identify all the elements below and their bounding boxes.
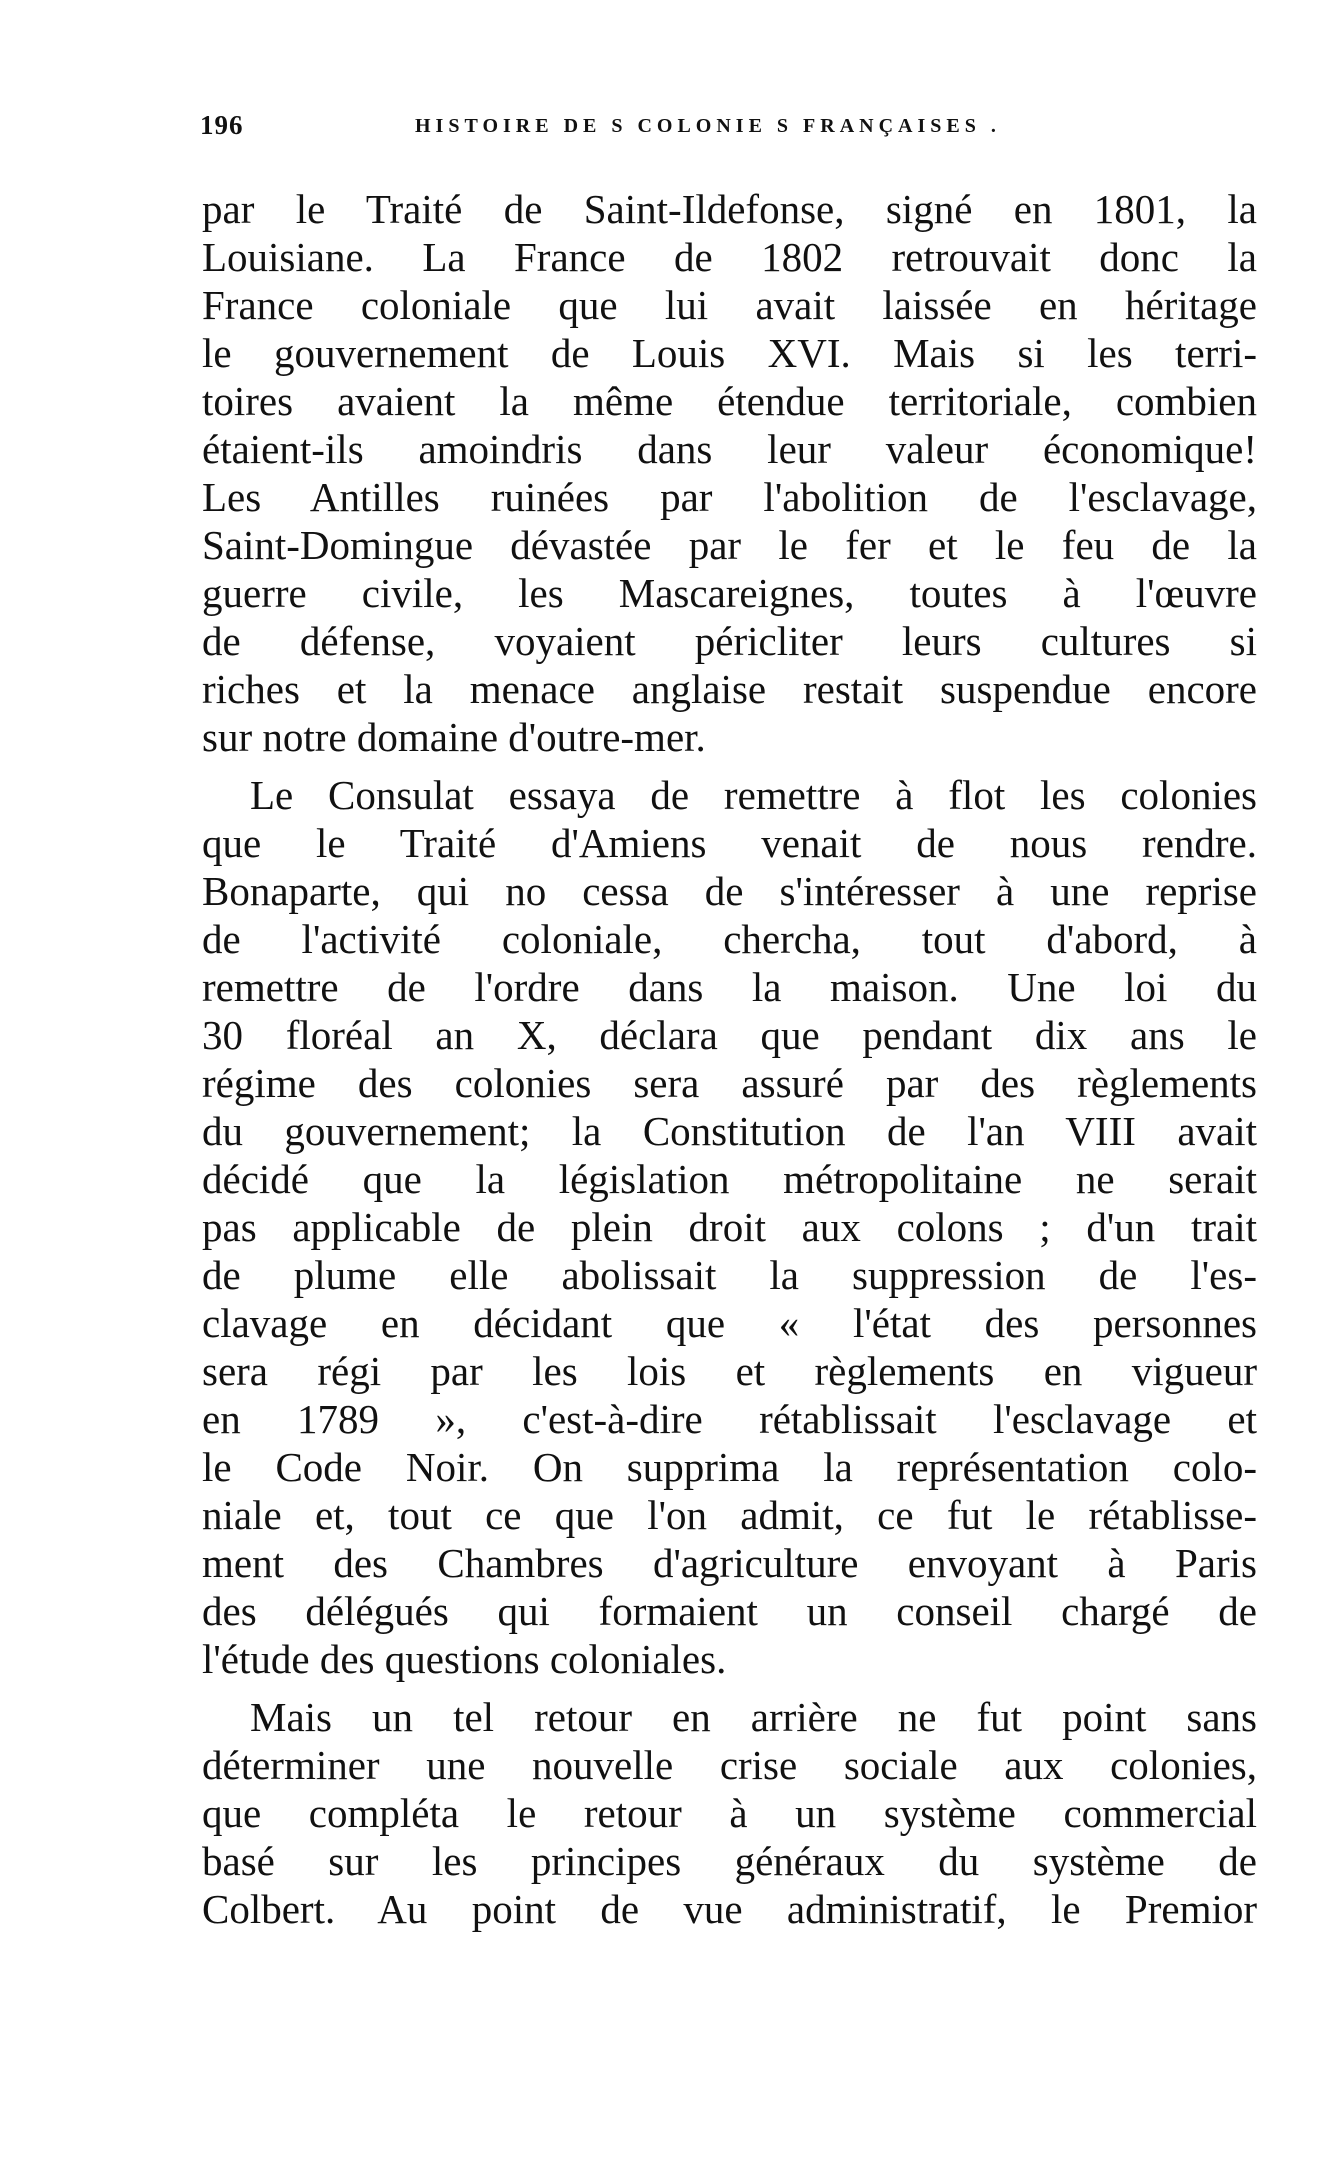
- text-line: de plume elle abolissait la suppression de l'es-: [202, 1252, 1257, 1298]
- text-line: Louisiane. La France de 1802 retrouvait donc la: [202, 234, 1257, 280]
- text-line: toires avaient la même étendue territoriale, combien: [202, 378, 1257, 424]
- text-line: Saint-Domingue dévastée par le fer et le feu de la: [202, 522, 1257, 568]
- text-line: étaient-ils amoindris dans leur valeur économique!: [202, 426, 1257, 472]
- text-line: déterminer une nouvelle crise sociale aux colonies,: [202, 1742, 1257, 1788]
- text-line: Le Consulat essaya de remettre à flot les colonies: [250, 772, 1257, 818]
- paragraph-2: [202, 771, 1257, 1683]
- text-line: par le Traité de Saint-Ildefonse, signé en 1801, la: [202, 186, 1257, 232]
- paragraph-3: [202, 1693, 1257, 1933]
- text-line: Les Antilles ruinées par l'abolition de l'esclavage,: [202, 474, 1257, 520]
- text-line: que le Traité d'Amiens venait de nous rendre.: [202, 820, 1257, 866]
- text-line: de défense, voyaient péricliter leurs cultures si: [202, 618, 1257, 664]
- text-line: remettre de l'ordre dans la maison. Une loi du: [202, 964, 1257, 1010]
- text-line: sera régi par les lois et règlements en vigueur: [202, 1348, 1257, 1394]
- body-text: [202, 185, 1257, 1933]
- paragraph-gap: [202, 1683, 1257, 1693]
- text-line: 30 floréal an X, déclara que pendant dix ans le: [202, 1012, 1257, 1058]
- text-line: le gouvernement de Louis XVI. Mais si les terri-: [202, 330, 1257, 376]
- text-line: pas applicable de plein droit aux colons ; d'un trait: [202, 1204, 1257, 1250]
- text-line: l'étude des questions coloniales.: [202, 1636, 727, 1682]
- text-line: ment des Chambres d'agriculture envoyant à Paris: [202, 1540, 1257, 1586]
- text-line: Bonaparte, qui no cessa de s'intéresser à une reprise: [202, 868, 1257, 914]
- text-line: riches et la menace anglaise restait suspendue encore: [202, 666, 1257, 712]
- paragraph-1: [202, 185, 1257, 761]
- text-line: guerre civile, les Mascareignes, toutes à l'œuvre: [202, 570, 1257, 616]
- text-line: décidé que la législation métropolitaine ne serait: [202, 1156, 1257, 1202]
- text-line: sur notre domaine d'outre-mer.: [202, 714, 706, 760]
- text-line: des délégués qui formaient un conseil chargé de: [202, 1588, 1257, 1634]
- text-line: de l'activité coloniale, chercha, tout d'abord, à: [202, 916, 1257, 962]
- page-header: [200, 110, 1260, 150]
- text-line: clavage en décidant que « l'état des personnes: [202, 1300, 1257, 1346]
- text-line: que compléta le retour à un système commercial: [202, 1790, 1257, 1836]
- text-line: régime des colonies sera assuré par des règlements: [202, 1060, 1257, 1106]
- text-line: le Code Noir. On supprima la représentation colo-: [202, 1444, 1257, 1490]
- text-line: niale et, tout ce que l'on admit, ce fut le rétablisse-: [202, 1492, 1257, 1538]
- text-line: en 1789 », c'est-à-dire rétablissait l'esclavage et: [202, 1396, 1257, 1442]
- text-line: Colbert. Au point de vue administratif, le Premior: [202, 1886, 1257, 1932]
- text-line: basé sur les principes généraux du système de: [202, 1838, 1257, 1884]
- text-line: France coloniale que lui avait laissée en héritage: [202, 282, 1257, 328]
- paragraph-gap: [202, 761, 1257, 771]
- text-line: Mais un tel retour en arrière ne fut point sans: [250, 1694, 1257, 1740]
- text-line: du gouvernement; la Constitution de l'an VIII avait: [202, 1108, 1257, 1154]
- running-title: HISTOIRE DE S COLONIE S FRANÇAISES .: [415, 115, 1001, 137]
- page-number: 196: [200, 110, 244, 140]
